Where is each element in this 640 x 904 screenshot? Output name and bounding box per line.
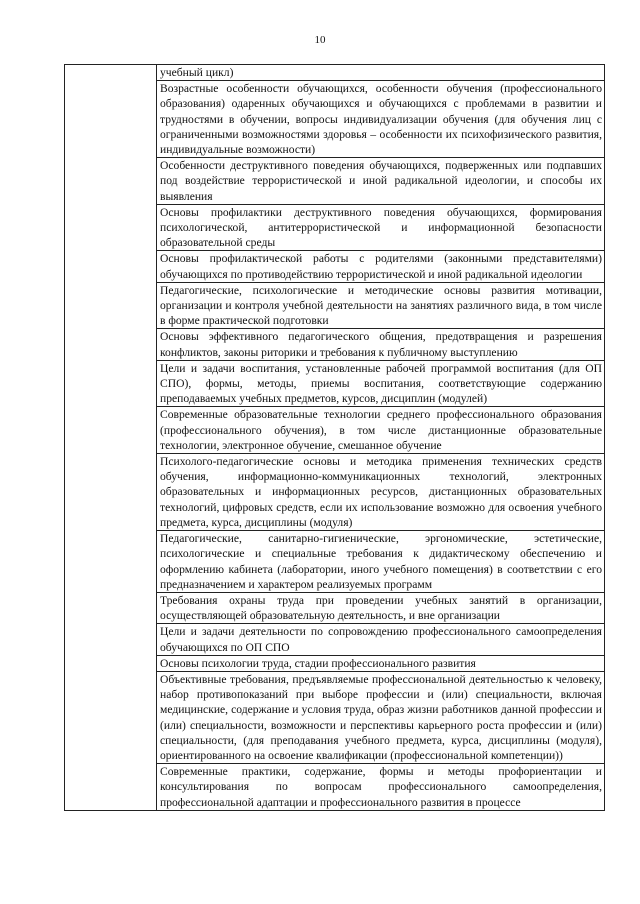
knowledge-item-text: Современные практики, содержание, формы и методы профориентации и консультирования по вопросам профессионального самоопределения, профессиональной адаптации и профессионального развития в процессе — [157, 764, 605, 811]
left-column-cell — [65, 65, 157, 811]
knowledge-requirements-table — [64, 64, 605, 811]
knowledge-item-text: Возрастные особенности обучающихся, особенности обучения (профессионального образования) одаренных обучающихся и обучающихся с проблемами в развитии и трудностями в обучении, вопросы индивидуализации обучения (для обучения лиц с ограниченными возможностями здоровья – особенности их психофизического развития, индивидуальные возможности) — [157, 81, 605, 158]
knowledge-item-text: Цели и задачи деятельности по сопровождению профессионального самоопределения обучающихся по ОП СПО — [157, 624, 605, 655]
page-number: 10 — [314, 34, 326, 46]
knowledge-item-text: Педагогические, психологические и методические основы развития мотивации, организации и контроля учебной деятельности на занятиях различного вида, в том числе в форме практической подготовки — [157, 282, 605, 329]
knowledge-item-text: Особенности деструктивного поведения обучающихся, подверженных или подпавших под воздействие террористической и иной радикальной идеологии, и способы их выявления — [157, 158, 605, 205]
knowledge-item-text: Цели и задачи воспитания, установленные рабочей программой воспитания (для ОП СПО), формы, методы, приемы воспитания, соответствующие содержанию преподаваемых учебных предметов, курсов, дисциплин (модулей) — [157, 360, 605, 407]
knowledge-item-text: Требования охраны труда при проведении учебных занятий в организации, осуществляющей образовательную деятельность, и вне организации — [157, 592, 605, 623]
knowledge-item-text: Объективные требования, предъявляемые профессиональной деятельностью к человеку, набор противопоказаний при выборе профессии и (или) специальности, включая медицинские, содержание и условия труда, образ жизни работников данной профессии и (или) специальности, возможности и перспективы карьерного роста профессии и (или) специальности, (для преподавания учебного предмета, курса, дисциплины (модуля), ориентированного на освоение квалификации (профессиональной компетенции)) — [157, 671, 605, 763]
knowledge-item-text: Психолого-педагогические основы и методика применения технических средств обучения, информационно-коммуникационных технологий, электронных образовательных и информационных ресурсов, дистанционных образовательных технологий, цифровых средств, если их использование возможно для освоения учебного предмета, курса, дисциплины (модуля) — [157, 454, 605, 531]
knowledge-item-text: Основы эффективного педагогического общения, предотвращения и разрешения конфликтов, законы риторики и требования к публичному выступлению — [157, 329, 605, 360]
knowledge-item-text: учебный цикл) — [157, 65, 605, 81]
knowledge-item-text: Основы профилактической работы с родителями (законными представителями) обучающихся по противодействию террористической и иной радикальной идеологии — [157, 251, 605, 282]
table-row — [65, 65, 605, 81]
knowledge-item-text: Современные образовательные технологии среднего профессионального образования (профессионального обучения), в том числе дистанционные образовательные технологии, электронное обучение, смешанное обучение — [157, 407, 605, 454]
knowledge-item-text: Педагогические, санитарно-гигиенические, эргономические, эстетические, психологические и специальные требования к дидактическому обеспечению и оформлению кабинета (лаборатории, иного учебного помещения) в соответствии с его предназначением и характером реализуемых программ — [157, 531, 605, 593]
knowledge-item-text: Основы психологии труда, стадии профессионального развития — [157, 655, 605, 671]
knowledge-item-text: Основы профилактики деструктивного поведения обучающихся, формирования психологической, антитеррористической и информационной безопасности образовательной среды — [157, 204, 605, 251]
